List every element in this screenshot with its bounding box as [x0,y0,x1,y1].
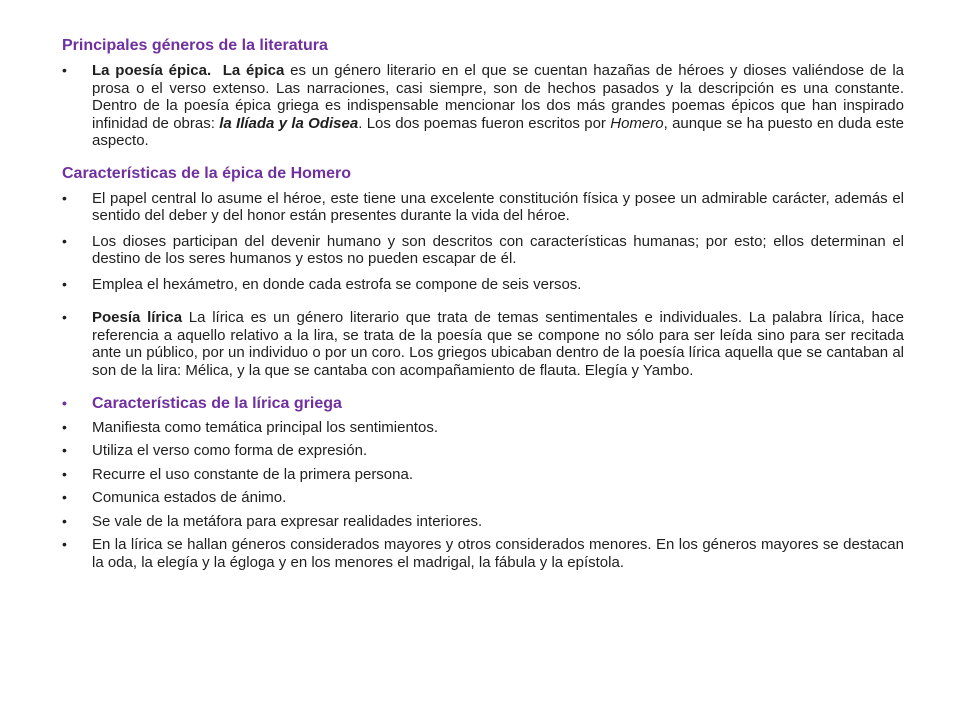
list-item: • Utiliza el verso como forma de expresión. [62,442,904,460]
epic-author: Homero [610,114,664,132]
list-item: • Manifiesta como temática principal los sentimientos. [62,419,904,437]
epic-works: la Ilíada y la Odisea [219,114,359,132]
list-item: • En la lírica se hallan géneros considerados mayores y otros considerados menores. En los géneros mayores se destacan la oda, la elegía y la égloga y en los menores el madrigal, la fábula y la epístola. [62,536,904,571]
epic-list [62,62,904,150]
list-item: • Se vale de la metáfora para expresar realidades interiores. [62,513,904,531]
list-item: • El papel central lo asume el héroe, este tiene una excelente constitución física y posee un admirable carácter, además el sentido del deber y del honor están presentes durante la vida del héroe. [62,190,904,225]
epic-term-2: La épica [222,62,285,79]
list-item: • Emplea el hexámetro, en donde cada estrofa se compone de seis versos. [62,276,904,294]
epic-paragraph [62,62,904,150]
heading-homer-epic: Características de la épica de Homero [62,164,352,182]
lyric-paragraph [62,309,904,379]
epic-text-2: . Los dos poemas fueron escritos por [358,114,611,132]
heading-genres: Principales géneros de la literatura [62,37,328,54]
lyric-list [62,309,904,379]
epic-space [211,62,223,79]
lyric-term: Poesía lírica [92,309,183,326]
list-item: • Recurre el uso constante de la primera persona. [62,466,904,484]
list-item: • Los dioses participan del devenir humano y son descritos con características humanas; por esto; ellos determinan el destino de los seres humanos y estos no pueden escapar de él. [62,233,904,268]
homer-characteristics-list [62,190,904,294]
epic-term: La poesía épica. [92,62,212,79]
lyric-text: La lírica es un género literario que trata de temas sentimentales e individuales. La palabra lírica, hace referencia a aquello relativo a la lira, se trata de la poesía que se compone no sólo para ser leída sino para ser recitada ante un público, por un individuo o por un coro. Los griegos ubicaban dentro de la poesía lírica aquella que se cantaban al son de la lira: Mélica, y la que se cantaba con acompañamiento de flauta. Elegía y Yambo. [92,309,904,379]
slide-content [62,36,904,577]
epic-text-3: , aunque se ha puesto en duda este aspecto. [92,114,904,149]
heading-greek-lyric: • Características de la lírica griega [62,395,904,413]
list-item: • Comunica estados de ánimo. [62,489,904,507]
epic-text-1: es un género literario en el que se cuentan hazañas de héroes y dioses valiéndose de la prosa o el verso extenso. Las narraciones, casi siempre, son de hechos pasados y la descripción es una constante. Dentro de la poesía épica griega es indispensable mencionar los dos más grandes poemas épicos que han inspirado infinidad de obras: [92,62,904,132]
greek-lyric-list [62,395,904,571]
